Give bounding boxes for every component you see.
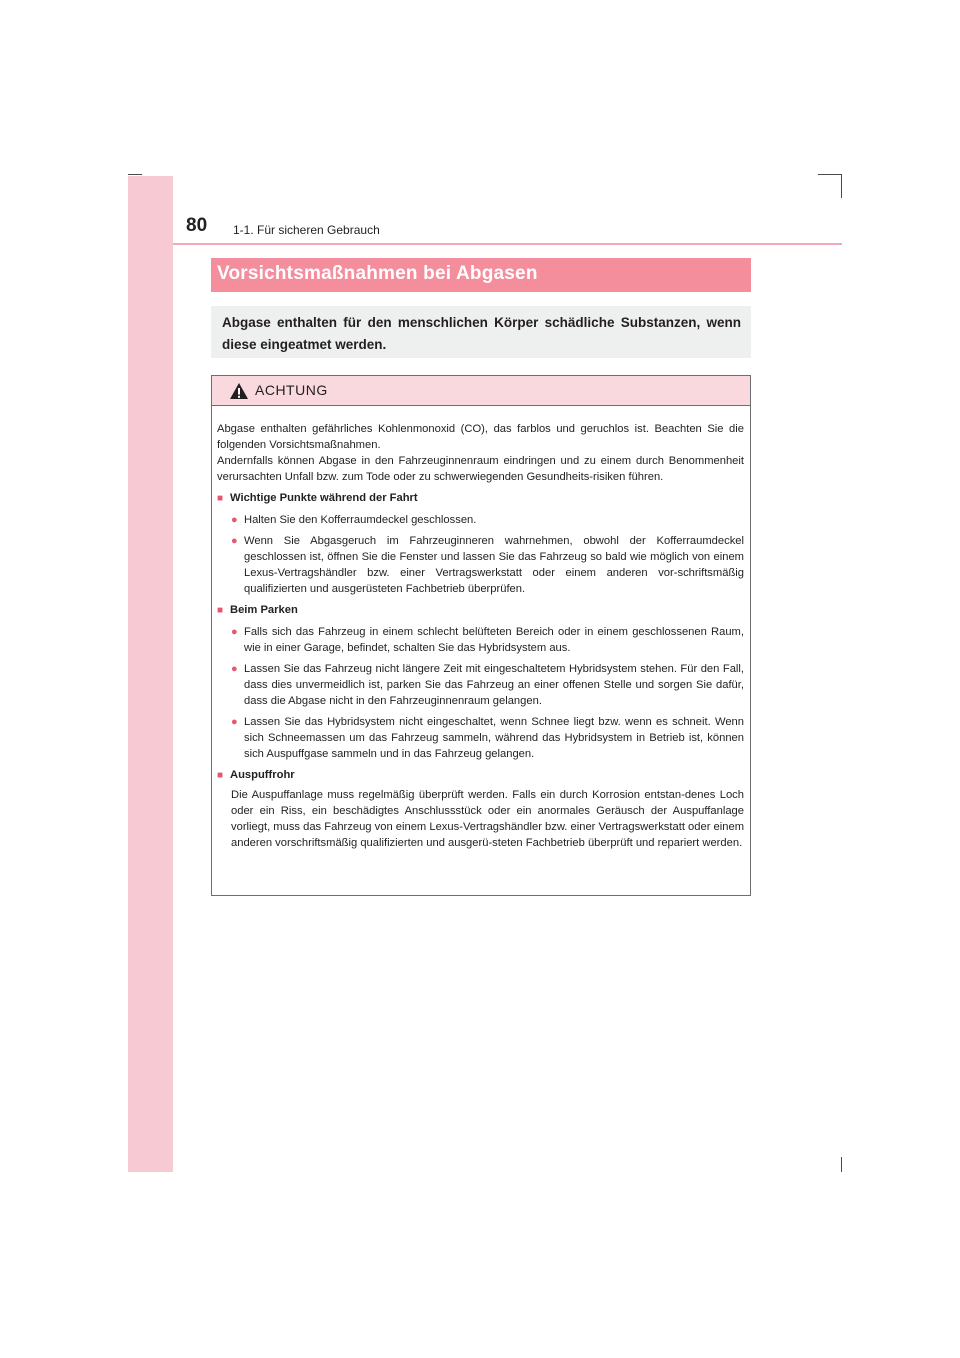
list-item-text: Wenn Sie Abgasgeruch im Fahrzeuginneren wahrnehmen, obwohl der Kofferraumdeckel geschlossen ist, öffnen Sie die Fenster und lassen Sie das Fahrzeug so bald wie möglich von einem Lexus-Vertragshändler bzw. einer Vertragswerkstatt oder einem anderen vor-schriftsmäßig qualifizierten und ausgerüsteten Fachbetrieb überprüfen. [244, 535, 744, 595]
crop-mark-top-right-v [841, 174, 842, 198]
list-item [231, 533, 744, 597]
circle-bullet-icon: ● [231, 535, 238, 547]
crop-mark-top-right-h [818, 174, 842, 175]
side-color-strip [128, 176, 173, 1172]
warning-box [211, 375, 751, 896]
circle-bullet-icon: ● [231, 663, 238, 675]
list-item-text: Lassen Sie das Fahrzeug nicht längere Zeit mit eingeschaltetem Hybridsystem stehen. Für den Fall, dass dies unvermeidlich ist, parken Sie das Fahrzeug an einer offenen Stelle und sorgen Sie dafür, dass die Abgase nicht in den Fahrzeuginnenraum gelangen. [244, 663, 744, 707]
subheading-text: Wichtige Punkte während der Fahrt [230, 492, 418, 504]
header-divider [173, 243, 842, 245]
warning-body [212, 406, 750, 851]
section-title: Vorsichtsmaßnahmen bei Abgasen [211, 258, 751, 292]
warning-intro-2: Andernfalls können Abgase in den Fahrzeuginnenraum eindringen und zu einem durch Benommenheit verursachten Unfall bzw. zum Tode oder zu schwerwiegenden Gesundheits-risiken führen. [217, 455, 744, 483]
warning-triangle-icon [229, 382, 249, 400]
list-item [231, 661, 744, 709]
circle-bullet-icon: ● [231, 716, 238, 728]
square-bullet-icon: ■ [217, 605, 224, 616]
page-number: 80 [186, 215, 208, 236]
warning-label: ACHTUNG [255, 382, 328, 398]
list-item-text: Halten Sie den Kofferraumdeckel geschlossen. [244, 514, 477, 526]
crop-mark-bottom-right [841, 1157, 842, 1172]
list-item [231, 714, 744, 762]
subheading-text: Beim Parken [230, 604, 298, 616]
square-bullet-icon: ■ [217, 770, 224, 781]
crop-mark-top-left [128, 174, 142, 175]
subheading-exhaust [217, 767, 744, 784]
square-bullet-icon: ■ [217, 493, 224, 504]
subheading-parking [217, 602, 744, 619]
section-intro: Abgase enthalten für den menschlichen Körper schädliche Substanzen, wenn diese eingeatmet werden. [211, 306, 751, 358]
warning-intro-1: Abgase enthalten gefährliches Kohlenmonoxid (CO), das farblos und geruchlos ist. Beachten Sie die folgenden Vorsichtsmaßnahmen. [217, 423, 744, 451]
list-item [231, 624, 744, 656]
exhaust-paragraph: Die Auspuffanlage muss regelmäßig überprüft werden. Falls ein durch Korrosion entstan-denes Loch oder ein Riss, ein beschädigtes Anschlussstück oder ein anormales Geräusch der Auspuffanlage vorliegt, muss das Fahrzeug von einem Lexus-Vertragshändler bzw. einer Vertragswerkstatt oder einem anderen vorschriftsmäßig qualifizierten und ausgerü-steten Fachbetrieb überprüft und repariert werden. [231, 789, 745, 849]
list-item [231, 512, 744, 528]
subheading-driving [217, 490, 744, 507]
warning-header [212, 376, 750, 406]
subheading-text: Auspuffrohr [230, 769, 295, 781]
circle-bullet-icon: ● [231, 626, 238, 638]
list-item-text: Lassen Sie das Hybridsystem nicht eingeschaltet, wenn Schnee liegt bzw. wenn es schneit. Wenn sich Schneemassen um das Fahrzeug sammeln, während das Hybridsystem in Betrieb ist, können sich Auspuffgase sammeln und in das Fahrzeug gelangen. [244, 716, 744, 760]
list-item-text: Falls sich das Fahrzeug in einem schlecht belüfteten Bereich oder in einem geschlossenen Raum, wie in einer Garage, befindet, schalten Sie das Hybridsystem aus. [244, 626, 744, 654]
circle-bullet-icon: ● [231, 514, 238, 526]
chapter-title: 1-1. Für sicheren Gebrauch [233, 223, 380, 237]
